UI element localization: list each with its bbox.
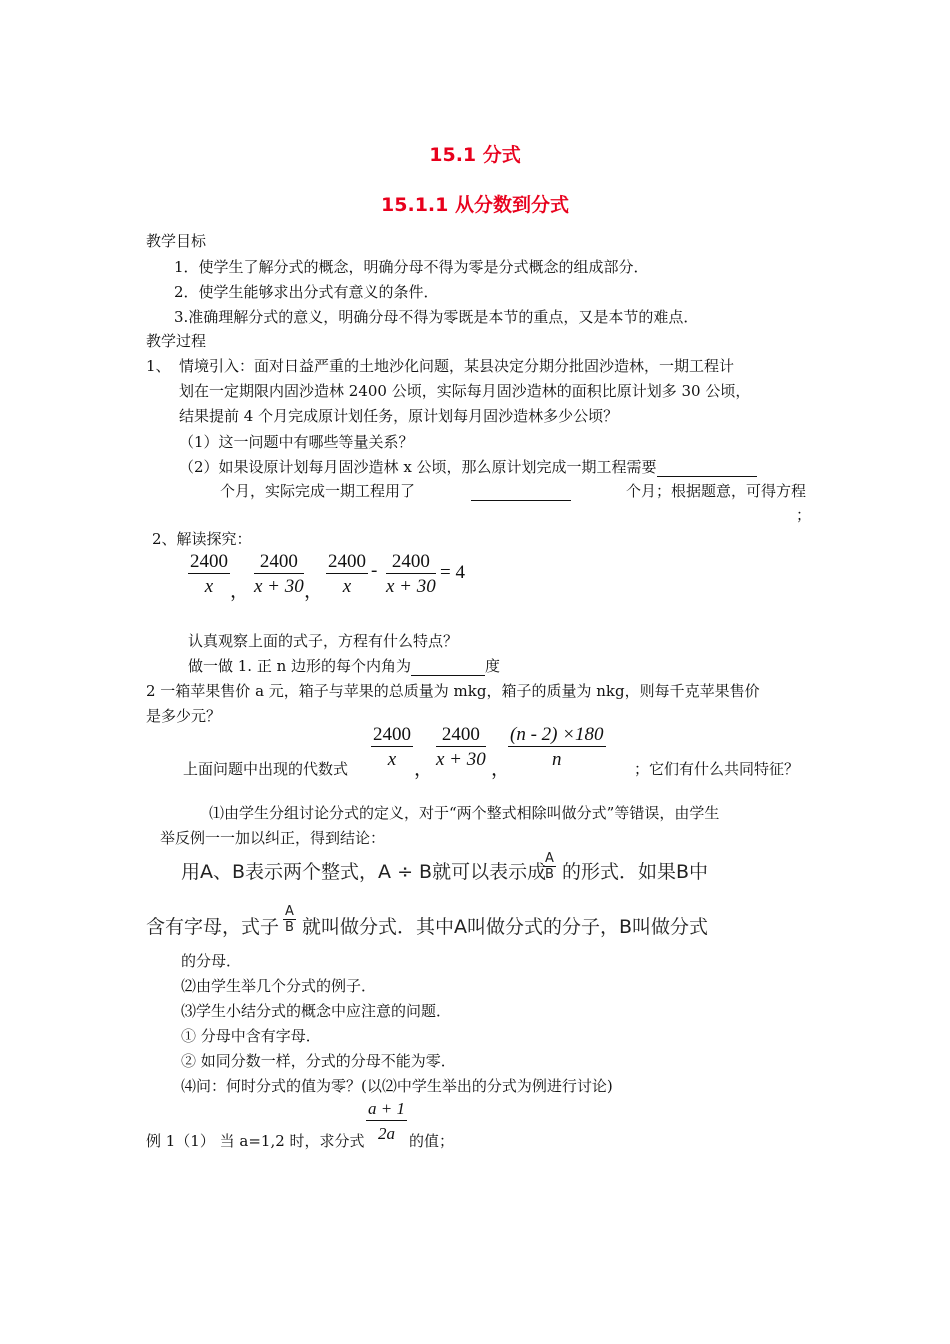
note-item: ② 如同分数一样，分式的分母不能为零． <box>181 1052 456 1070</box>
definition-end: 的分母． <box>181 952 242 970</box>
question-2-continuation <box>220 480 806 501</box>
try-1-text: 做一做 1. 正 n 边形的每个内角为 <box>188 657 412 675</box>
separator: ， <box>230 581 250 602</box>
separator: ， <box>491 759 511 780</box>
expressions-question: ；它们有什么共同特征？ <box>634 760 800 778</box>
example-1-end: 的值； <box>409 1132 455 1150</box>
definition-text <box>181 857 546 884</box>
fraction: $\frac{a + 1}{2a}$ <box>368 1099 405 1143</box>
try-1 <box>188 655 500 676</box>
definition-part: 的形式．如果B中 <box>562 861 709 883</box>
scenario-line: 情境引入：面对日益严重的土地沙化问题，某县决定分期分批固沙造林，一期工程计 <box>179 357 735 375</box>
goal-item: 1．使学生了解分式的概念，明确分母不得为零是分式概念的组成部分． <box>174 258 649 276</box>
discussion-line: ⑴由学生分组讨论分式的定义，对于“两个整式相除叫做分式”等错误，由学生 <box>209 804 720 822</box>
fraction-a-over-b: $\frac{A}{B}$ <box>544 851 554 882</box>
fraction: $\frac{2400}{x + 30}$ <box>386 551 436 597</box>
goal-item: 2．使学生能够求出分式有意义的条件． <box>174 283 439 301</box>
try-1-unit: 度 <box>485 657 501 675</box>
section-2-heading: 2、解读探究： <box>152 530 252 548</box>
goals-heading: 教学目标 <box>146 232 207 250</box>
try-2-line: 是多少元？ <box>146 707 222 725</box>
expressions-lead: 上面问题中出现的代数式 <box>183 760 349 778</box>
question-2-text: （2）如果设原计划每月固沙造林 x 公顷，那么原计划完成一期工程需要 <box>179 458 657 476</box>
discussion-step: ⑵由学生举几个分式的例子． <box>181 977 377 995</box>
try-2-line: 2 一箱苹果售价 a 元，箱子与苹果的总质量为 mkg，箱子的质量为 nkg，则每千克苹果售价 <box>146 682 760 700</box>
goal-item: 3.准确理解分式的意义，明确分母不得为零既是本节的重点，又是本节的难点． <box>174 308 699 326</box>
answer-blank[interactable] <box>657 458 757 477</box>
section-1-number: 1、 <box>146 357 171 375</box>
question-2-text: 个月；根据题意，可得方程 <box>625 482 806 500</box>
fraction: $\frac{2400}{x + 30}$ <box>436 724 486 770</box>
discussion-line: 举反例一一加以纠正，得到结论： <box>160 829 386 847</box>
answer-blank[interactable] <box>471 480 571 501</box>
fraction: $\frac{2400}{x}$ <box>373 724 411 770</box>
observe-prompt: 认真观察上面的式子，方程有什么特点？ <box>188 632 459 650</box>
question-2-text: 个月，实际完成一期工程用了 <box>220 482 416 500</box>
fraction-a-over-b: $\frac{A}{B}$ <box>284 904 294 935</box>
definition-part: 含有字母，式子 <box>146 916 280 938</box>
definition-part: 用A、B表示两个整式，A ÷ B就可以表示成 <box>181 861 547 883</box>
minus-sign: - <box>371 560 378 581</box>
question-2-end: ； <box>796 506 812 524</box>
subsection-title: 15.1.1 从分数到分式 <box>381 194 569 216</box>
fraction: $\frac{2400}{x}$ <box>328 551 366 597</box>
question-1: （1）这一问题中有哪些等量关系？ <box>179 433 414 451</box>
answer-blank[interactable] <box>411 657 485 676</box>
scenario-line: 划在一定期限内固沙造林 2400 公顷，实际每月固沙造林的面积比原计划多 30 公顷， <box>179 382 751 400</box>
fraction: $\frac{2400}{x}$ <box>190 551 228 597</box>
discussion-step: ⑷问：何时分式的值为零？(以⑵中学生举出的分式为例进行讨论) <box>181 1077 613 1095</box>
process-heading: 教学过程 <box>146 332 207 350</box>
fraction: $\frac{2400}{x + 30}$ <box>254 551 304 597</box>
discussion-step: ⑶学生小结分式的概念中应注意的问题． <box>181 1002 452 1020</box>
separator: ， <box>414 759 434 780</box>
example-1: 例 1（1） 当 a=1,2 时，求分式 <box>146 1132 365 1150</box>
scenario-line: 结果提前 4 个月完成原计划任务，原计划每月固沙造林多少公顷？ <box>179 407 619 425</box>
fraction: $\frac{(n - 2) \times 180}{n}$ <box>510 724 604 770</box>
separator: ， <box>304 581 324 602</box>
equation-rhs: = 4 <box>440 562 465 583</box>
question-2 <box>179 456 757 477</box>
definition-part: 就叫做分式．其中A叫做分式的分子，B叫做分式 <box>302 916 709 938</box>
section-title: 15.1 分式 <box>429 144 521 166</box>
note-item: ① 分母中含有字母． <box>181 1027 321 1045</box>
